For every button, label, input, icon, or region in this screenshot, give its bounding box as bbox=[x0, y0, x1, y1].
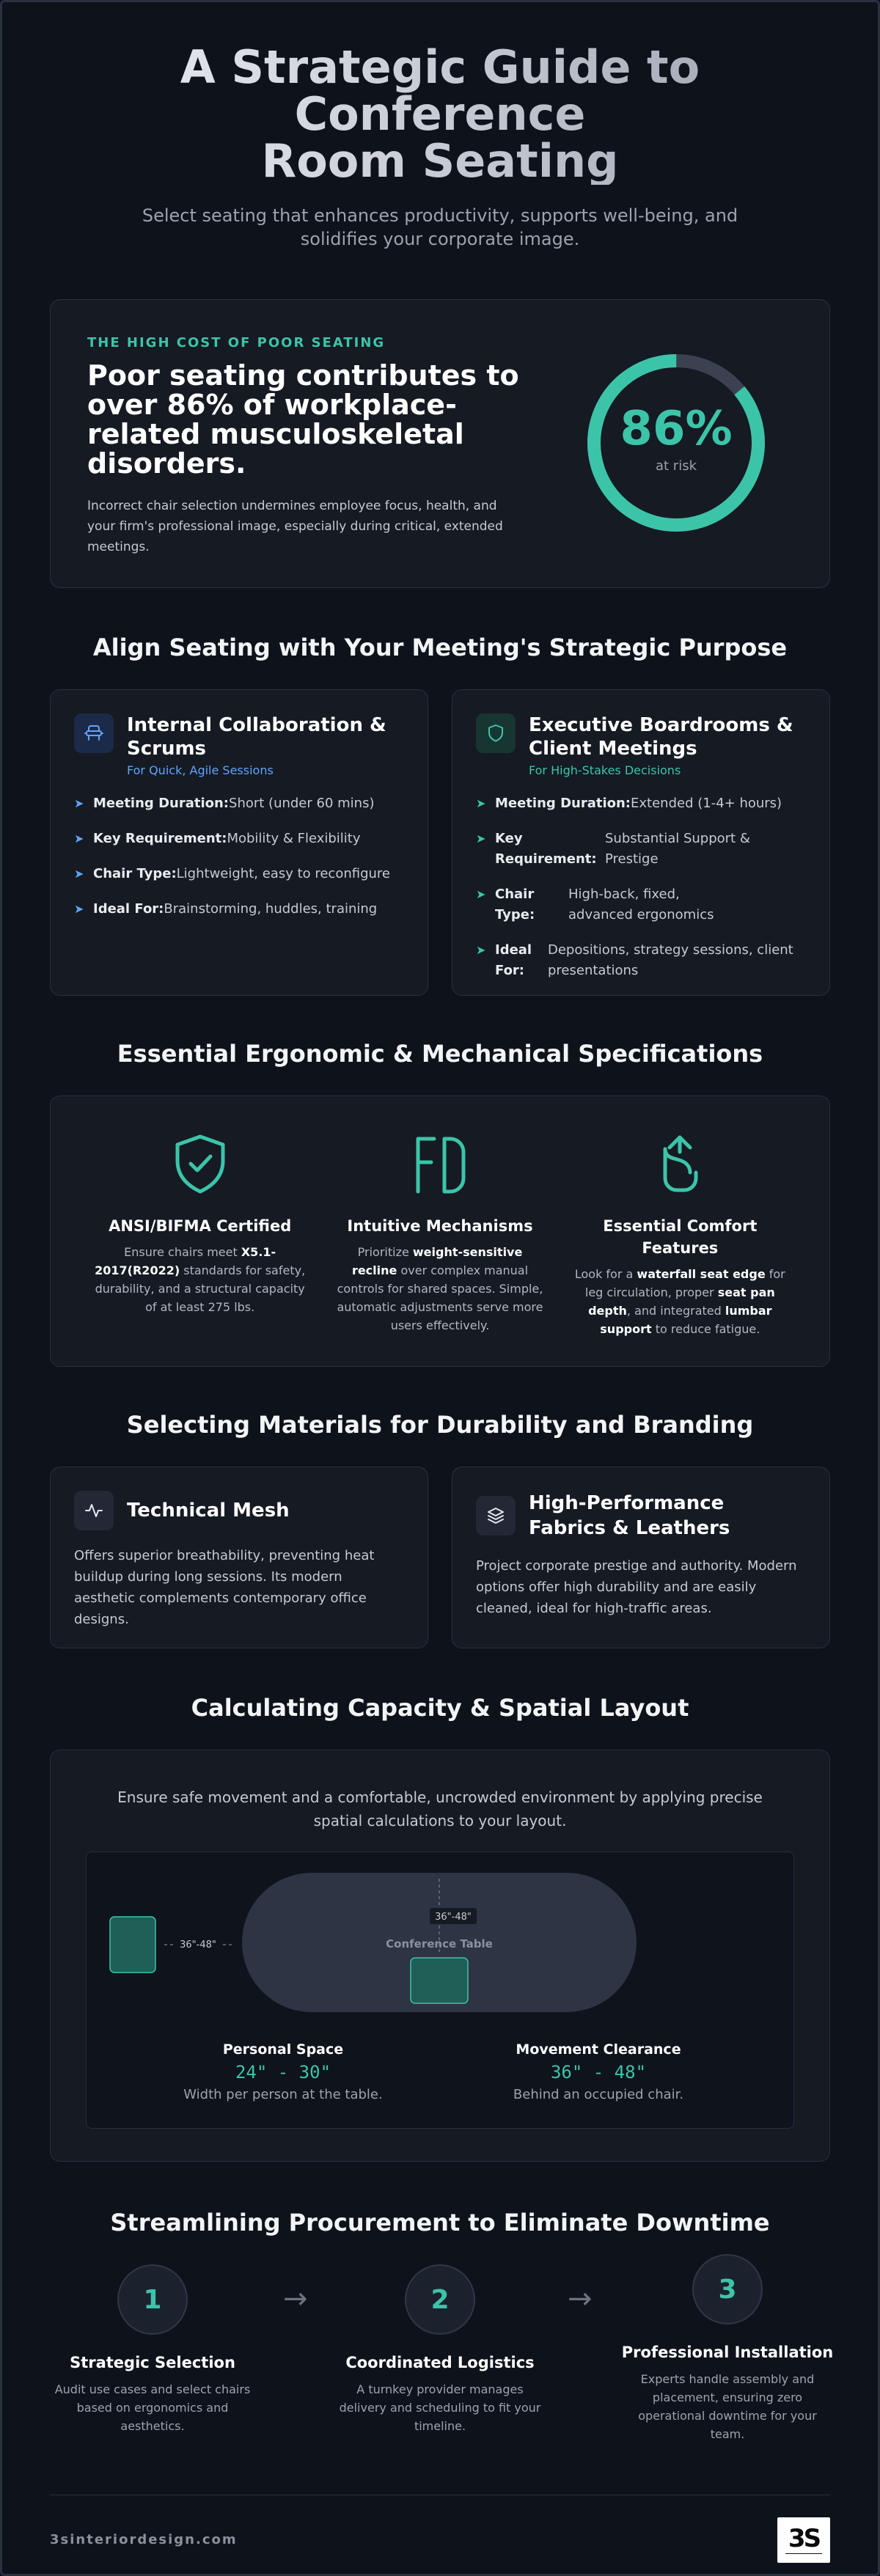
comfort-icon bbox=[650, 1133, 709, 1196]
item-key: Chair Type: bbox=[93, 866, 177, 881]
arrow-icon: ➤ bbox=[476, 796, 486, 810]
item-value: Lightweight, easy to reconfigure bbox=[176, 866, 391, 881]
materials-cards bbox=[50, 1467, 830, 1648]
chair-table bbox=[411, 1958, 468, 2003]
hero bbox=[50, 0, 830, 251]
arrow-icon: ➤ bbox=[74, 832, 84, 845]
list-item bbox=[74, 864, 404, 884]
item-key: Meeting Duration: bbox=[495, 796, 631, 811]
step-3 bbox=[610, 2254, 845, 2443]
footer bbox=[50, 2495, 830, 2575]
item-key: Chair Type: bbox=[495, 887, 535, 922]
personal-value: 24" - 30" bbox=[235, 2062, 331, 2083]
step-2 bbox=[323, 2264, 557, 2443]
step-title: Coordinated Logistics bbox=[345, 2354, 535, 2371]
cost-eyebrow: THE HIGH COST OF POOR SEATING bbox=[87, 335, 386, 351]
arrow-icon: ➤ bbox=[476, 887, 486, 901]
footer-domain-link[interactable]: 3sinteriordesign.com bbox=[50, 2532, 238, 2547]
item-key: Ideal For: bbox=[495, 942, 532, 978]
capacity-title: Calculating Capacity & Spatial Layout bbox=[191, 1694, 689, 1722]
arrow-icon: ➤ bbox=[476, 832, 486, 845]
logo-mark: 3S bbox=[788, 2524, 820, 2553]
donut-label bbox=[584, 351, 768, 535]
capacity-intro: Ensure safe movement and a comfortable, uncrowded environment by applying precise spatial calculations to your layout. bbox=[117, 1788, 763, 1830]
arrow-icon: ➤ bbox=[476, 943, 486, 957]
personal-space bbox=[166, 2041, 400, 2102]
arrow-icon: ➤ bbox=[74, 902, 84, 916]
item-key: Key Requirement: bbox=[495, 831, 597, 867]
collaboration-title: Internal Collaboration & Scrums bbox=[127, 714, 386, 760]
boardroom-card bbox=[452, 689, 830, 996]
fabrics-title: High-Performance Fabrics & Leathers bbox=[529, 1492, 730, 1539]
activity-icon bbox=[74, 1491, 114, 1530]
collaboration-tag: For Quick, Agile Sessions bbox=[127, 763, 274, 777]
list-item bbox=[476, 829, 806, 870]
step-title: Strategic Selection bbox=[70, 2354, 235, 2371]
item-value: Short (under 60 mins) bbox=[229, 796, 375, 811]
item-value: Substantial Support & Prestige bbox=[605, 831, 750, 867]
shield-icon bbox=[476, 713, 516, 753]
step-title: Professional Installation bbox=[621, 2344, 834, 2361]
list-item bbox=[476, 940, 806, 981]
boardroom-title: Executive Boardrooms & Client Meetings bbox=[529, 714, 793, 760]
mechanism-icon bbox=[411, 1133, 469, 1196]
step-number: 3 bbox=[692, 2254, 763, 2324]
top-clearance-label: 36"-48" bbox=[435, 1912, 472, 1923]
spec-text: Ensure chairs meet X5.1-2017(R2022) standards for safety, durability, and a structural capacity of at least 275 lbs. bbox=[95, 1245, 306, 1314]
layout-diagram bbox=[86, 1852, 794, 2129]
list-item bbox=[476, 884, 806, 925]
collaboration-card bbox=[50, 689, 428, 996]
specs-card bbox=[50, 1096, 830, 1367]
list-item bbox=[74, 829, 404, 849]
capacity-card bbox=[50, 1750, 830, 2162]
movement-note: Behind an occupied chair. bbox=[513, 2087, 684, 2102]
step-text: Experts handle assembly and placement, ensuring zero operational downtime for your team. bbox=[638, 2372, 817, 2441]
spec-text: Look for a waterfall seat edge for leg circulation, proper seat pan depth, and integrated lumbar support to reduce fatigue. bbox=[574, 1267, 785, 1336]
cost-description: Incorrect chair selection undermines employee focus, health, and your firm's professional image, especially during critical, extended meetings. bbox=[87, 499, 503, 554]
chair-side bbox=[110, 1917, 155, 1973]
movement-clearance bbox=[481, 2041, 716, 2102]
fabrics-text: Project corporate prestige and authority. Modern options offer high durability and are easily cleaned, ideal for high-traffic areas. bbox=[476, 1558, 797, 1616]
shield-check-icon bbox=[171, 1133, 230, 1196]
spec-mechanisms bbox=[320, 1133, 560, 1332]
list-item bbox=[74, 899, 404, 920]
stat-value: 86% bbox=[620, 401, 733, 456]
arrow-icon: ➤ bbox=[74, 867, 84, 881]
spec-title: Intuitive Mechanisms bbox=[347, 1217, 533, 1235]
brand-logo[interactable] bbox=[777, 2517, 830, 2563]
item-key: Ideal For: bbox=[93, 901, 164, 917]
spec-text: Prioritize weight-sensitive recline over complex manual controls for shared spaces. Simple, automatic adjustments serve more users effectively. bbox=[337, 1245, 543, 1332]
step-number: 2 bbox=[405, 2264, 475, 2335]
conference-table-label: Conference Table bbox=[386, 1937, 493, 1951]
mesh-card bbox=[50, 1467, 428, 1648]
list-item bbox=[476, 793, 806, 814]
page-title bbox=[50, 40, 830, 188]
page-subtitle: Select seating that enhances productivity, supports well-being, and solidifies your corporate image. bbox=[142, 205, 738, 249]
title-line-2: Room Seating bbox=[261, 134, 619, 188]
purpose-cards bbox=[50, 689, 830, 996]
list-item bbox=[74, 793, 404, 814]
spec-comfort bbox=[560, 1133, 800, 1336]
item-key: Key Requirement: bbox=[93, 831, 227, 846]
materials-title: Selecting Materials for Durability and Branding bbox=[126, 1411, 754, 1439]
chair-icon bbox=[74, 713, 114, 753]
step-text: A turnkey provider manages delivery and scheduling to fit your timeline. bbox=[339, 2382, 541, 2433]
procurement-steps bbox=[50, 2264, 834, 2443]
personal-title: Personal Space bbox=[222, 2041, 344, 2058]
step-1 bbox=[35, 2264, 270, 2443]
boardroom-list bbox=[476, 793, 806, 981]
arrow-right-icon: → bbox=[283, 2282, 308, 2316]
specs-title: Essential Ergonomic & Mechanical Specifications bbox=[117, 1040, 763, 1068]
spec-title: ANSI/BIFMA Certified bbox=[109, 1217, 292, 1235]
side-clearance-label: 36"-48" bbox=[180, 1940, 216, 1951]
cost-headline: Poor seating contributes to over 86% of workplace-related musculoskeletal disorders. bbox=[87, 359, 519, 480]
mesh-text: Offers superior breathability, preventing heat buildup during long sessions. Its modern aesthetic complements contemporary office designs. bbox=[74, 1548, 375, 1627]
movement-title: Movement Clearance bbox=[516, 2041, 681, 2058]
purpose-title: Align Seating with Your Meeting's Strategic Purpose bbox=[92, 634, 788, 661]
collaboration-list bbox=[74, 793, 404, 920]
personal-note: Width per person at the table. bbox=[183, 2087, 383, 2102]
arrow-right-icon: → bbox=[568, 2282, 593, 2316]
logo-rule bbox=[785, 2553, 822, 2554]
spec-ansi bbox=[80, 1133, 320, 1329]
step-text: Audit use cases and select chairs based on ergonomics and aesthetics. bbox=[54, 2382, 251, 2433]
page-content bbox=[50, 0, 834, 2575]
fabrics-card bbox=[452, 1467, 830, 1648]
item-value: Extended (1-4+ hours) bbox=[631, 796, 782, 811]
title-line-1: A Strategic Guide to Conference bbox=[180, 40, 700, 141]
mesh-title: Technical Mesh bbox=[127, 1500, 290, 1522]
step-number: 1 bbox=[117, 2264, 188, 2335]
spec-title: Essential Comfort Features bbox=[603, 1217, 758, 1257]
item-value: Depositions, strategy sessions, client presentations bbox=[548, 942, 793, 978]
movement-value: 36" - 48" bbox=[550, 2062, 647, 2083]
item-value: High-back, fixed, advanced ergonomics bbox=[568, 887, 714, 922]
table-layout-svg bbox=[87, 1852, 795, 2028]
procurement-title: Streamlining Procurement to Eliminate Downtime bbox=[110, 2209, 770, 2236]
stat-label: at risk bbox=[655, 458, 697, 474]
item-key: Meeting Duration: bbox=[93, 796, 230, 811]
boardroom-tag: For High-Stakes Decisions bbox=[529, 763, 681, 777]
item-value: Brainstorming, huddles, training bbox=[164, 901, 378, 917]
cost-card bbox=[50, 299, 830, 588]
layers-icon bbox=[476, 1496, 516, 1535]
arrow-icon: ➤ bbox=[74, 796, 84, 810]
item-value: Mobility & Flexibility bbox=[227, 831, 361, 846]
